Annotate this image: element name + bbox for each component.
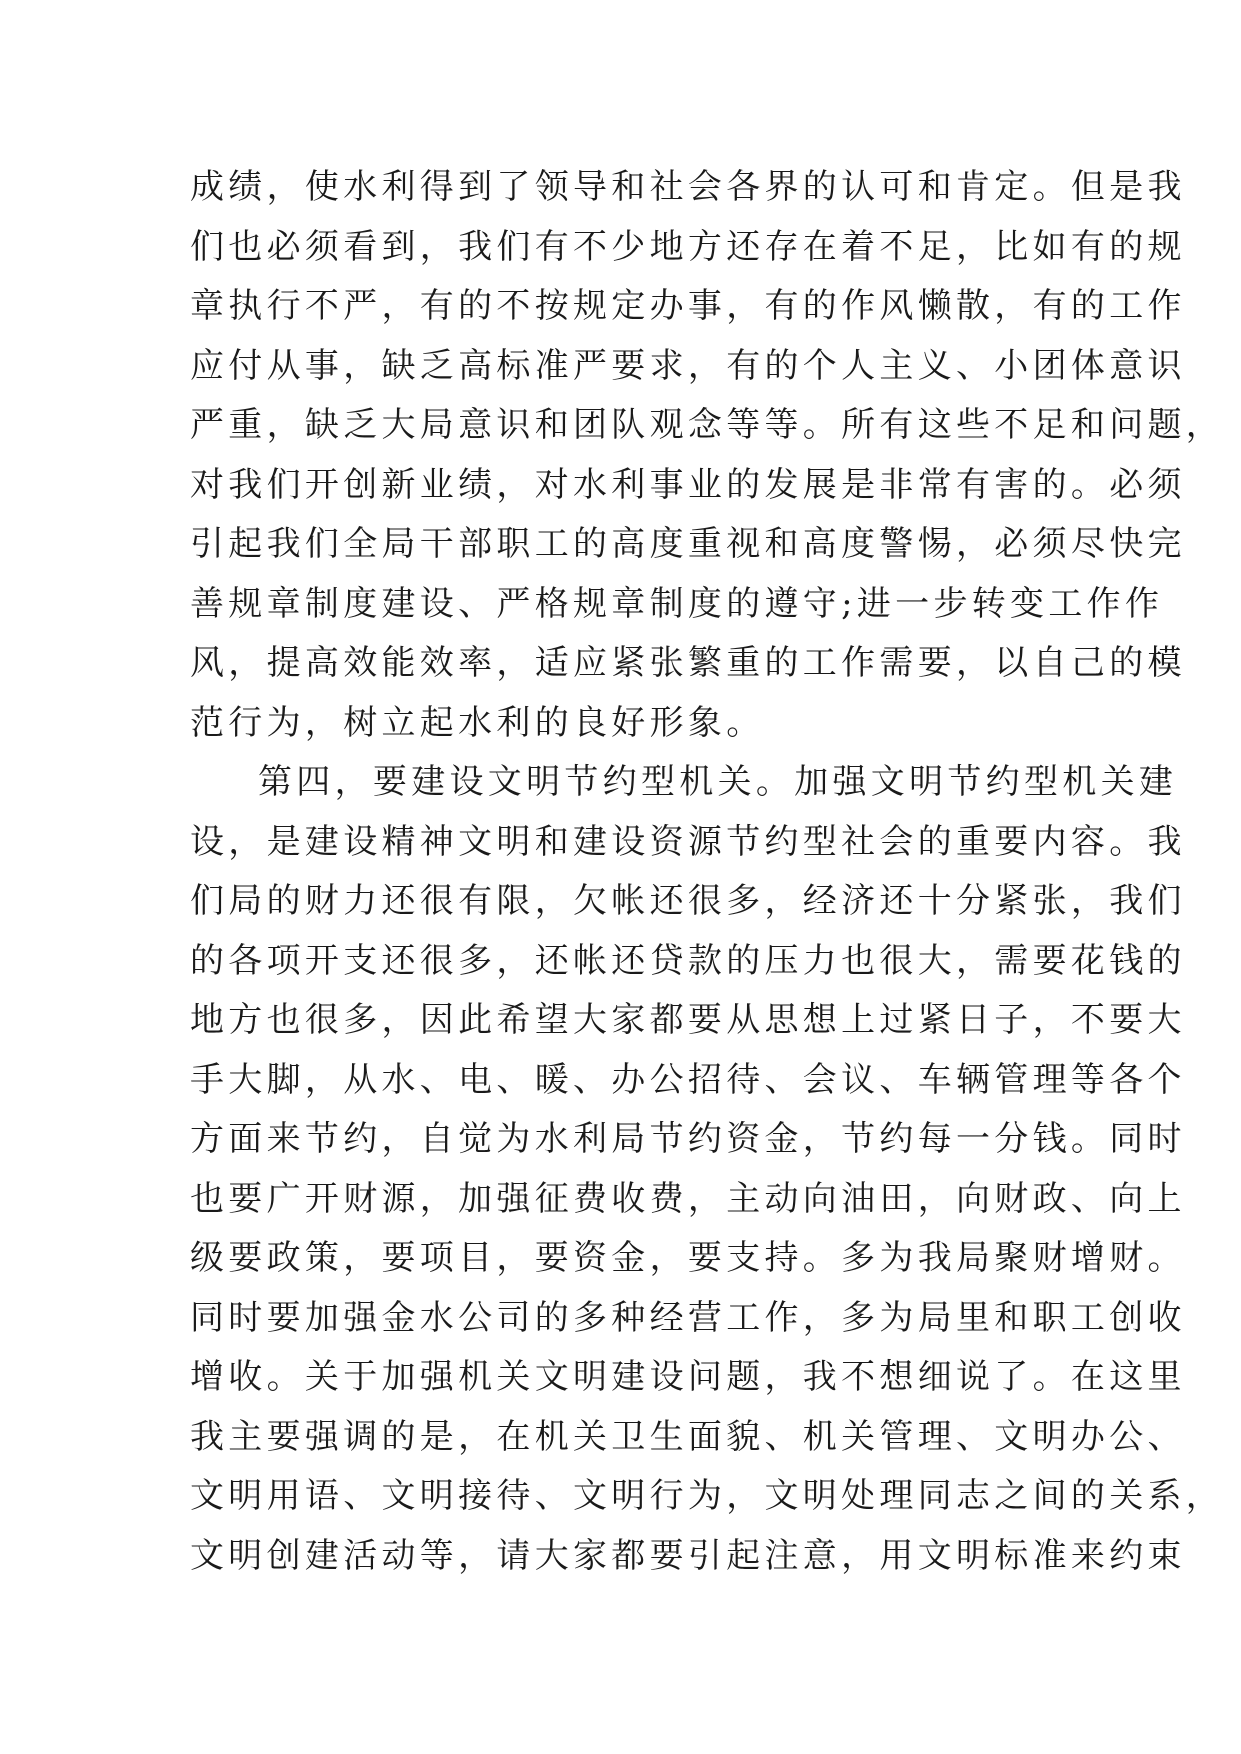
text-line: 第四，要建设文明节约型机关。加强文明节约型机关建 <box>258 762 1178 802</box>
text-line: 手大脚，从水、电、暖、办公招待、会议、车辆管理等各个 <box>190 1059 1186 1100</box>
text-line: 方面来节约，自觉为水利局节约资金，节约每一分钱。同时 <box>190 1119 1186 1159</box>
text-line: 设，是建设精神文明和建设资源节约型社会的重要内容。我 <box>190 821 1186 862</box>
text-line: 应付从事，缺乏高标准严要求，有的个人主义、小团体意识 <box>190 345 1186 386</box>
text-line: 章执行不严，有的不按规定办事，有的作风懒散，有的工作 <box>190 286 1186 326</box>
text-line: 文明创建活动等，请大家都要引起注意，用文明标准来约束 <box>190 1535 1186 1576</box>
text-line: 引起我们全局干部职工的高度重视和高度警惕，必须尽快完 <box>190 524 1186 564</box>
text-line: 也要广开财源，加强征费收费，主动向油田，向财政、向上 <box>190 1178 1186 1219</box>
text-line: 风，提高效能效率，适应紧张繁重的工作需要，以自己的模 <box>190 643 1186 683</box>
text-line: 文明用语、文明接待、文明行为，文明处理同志之间的关系， <box>190 1476 1225 1516</box>
text-line: 对我们开创新业绩，对水利事业的发展是非常有害的。必须 <box>190 464 1186 505</box>
text-line: 同时要加强金水公司的多种经营工作，多为局里和职工创收 <box>190 1297 1186 1338</box>
text-line: 地方也很多，因此希望大家都要从思想上过紧日子，不要大 <box>190 1000 1186 1040</box>
text-line: 的各项开支还很多，还帐还贷款的压力也很大，需要花钱的 <box>190 940 1186 981</box>
text-line: 们局的财力还很有限，欠帐还很多，经济还十分紧张，我们 <box>190 881 1186 921</box>
text-line: 们也必须看到，我们有不少地方还存在着不足，比如有的规 <box>190 226 1186 267</box>
body-text <box>190 158 1225 1586</box>
text-line: 我主要强调的是，在机关卫生面貌、机关管理、文明办公、 <box>190 1416 1186 1457</box>
text-line: 增收。关于加强机关文明建设问题，我不想细说了。在这里 <box>190 1357 1186 1397</box>
text-line: 善规章制度建设、严格规章制度的遵守;进一步转变工作作 <box>190 583 1164 624</box>
text-line: 级要政策，要项目，要资金，要支持。多为我局聚财增财。 <box>190 1238 1186 1278</box>
text-line: 范行为，树立起水利的良好形象。 <box>190 702 765 743</box>
text-line: 严重，缺乏大局意识和团队观念等等。所有这些不足和问题， <box>190 405 1225 445</box>
text-line: 成绩，使水利得到了领导和社会各界的认可和肯定。但是我 <box>190 167 1186 207</box>
